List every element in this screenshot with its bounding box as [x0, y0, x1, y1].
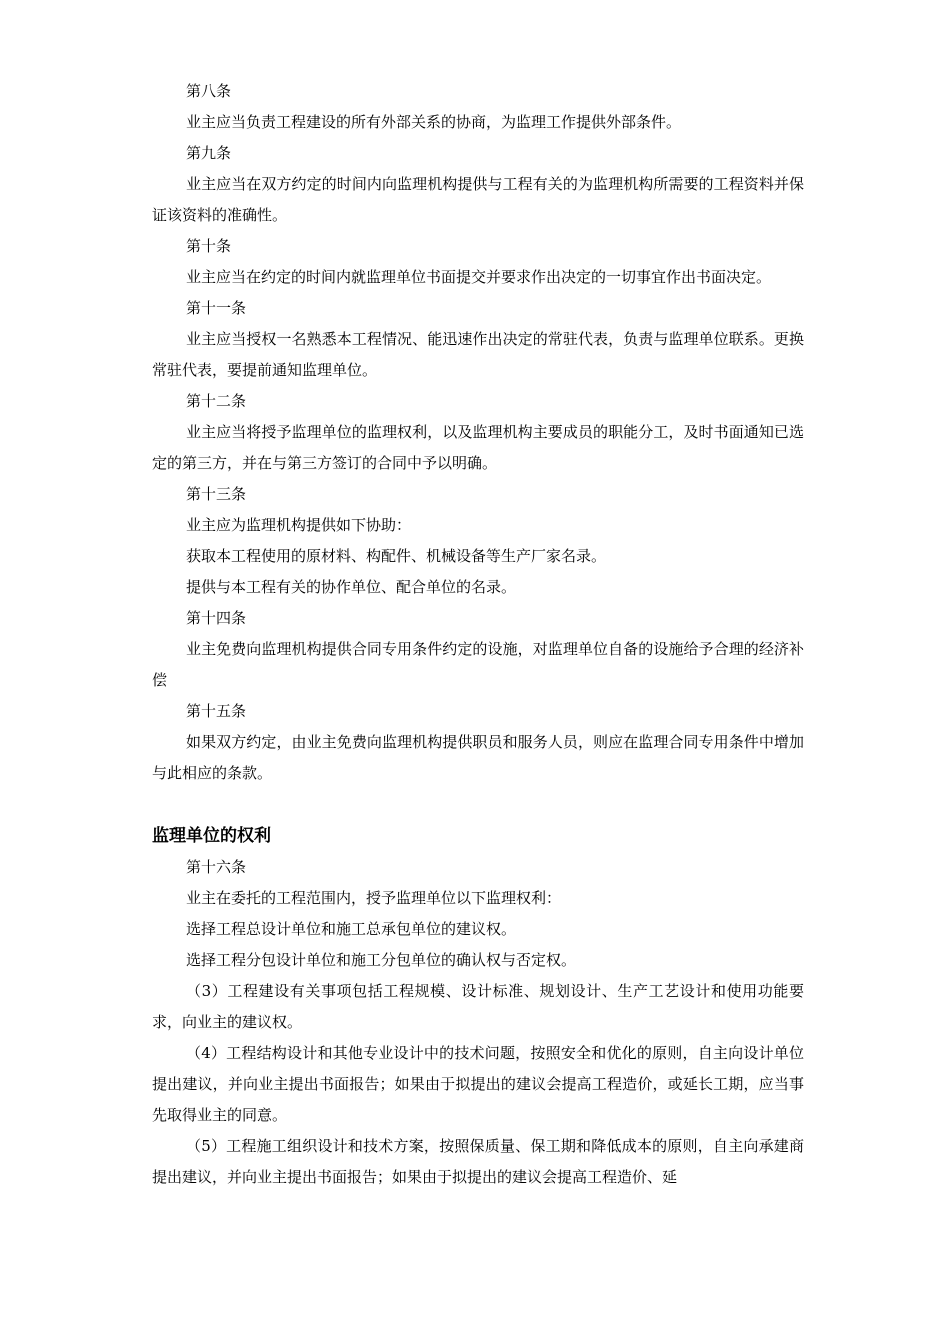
article-number: 第八条: [186, 82, 232, 100]
paragraph: （4）工程结构设计和其他专业设计中的技术问题，按照安全和优化的原则，自主向设计单位提出建议，并向业主提出书面报告；如果由于拟提出的建议会提高工程造价，或延长工期，应当事先取得业主的同意。: [152, 1044, 804, 1124]
paragraph: （5）工程施工组织设计和技术方案，按照保质量、保工期和降低成本的原则，自主向承建商提出建议，并向业主提出书面报告；如果由于拟提出的建议会提高工程造价、延: [152, 1137, 804, 1186]
article-number: 第十条: [186, 237, 232, 255]
document-page: [152, 76, 804, 1193]
paragraph: 业主应当将授予监理单位的监理权利，以及监理机构主要成员的职能分工，及时书面通知已选定的第三方，并在与第三方签订的合同中予以明确。: [152, 423, 804, 472]
paragraph: 选择工程总设计单位和施工总承包单位的建议权。: [186, 920, 517, 938]
article-number: 第十六条: [186, 858, 247, 876]
paragraph: 提供与本工程有关的协作单位、配合单位的名录。: [186, 578, 517, 596]
paragraph: 业主免费向监理机构提供合同专用条件约定的设施，对监理单位自备的设施给予合理的经济补偿: [152, 640, 804, 689]
paragraph: 业主应为监理机构提供如下协助：: [186, 516, 412, 534]
article-number: 第九条: [186, 144, 232, 162]
article-number: 第十三条: [186, 485, 247, 503]
article-number: 第十二条: [186, 392, 247, 410]
paragraph: 选择工程分包设计单位和施工分包单位的确认权与否定权。: [186, 951, 577, 969]
paragraph: 获取本工程使用的原材料、构配件、机械设备等生产厂家名录。: [186, 547, 607, 565]
owner-obligations-section: [152, 76, 804, 789]
article-number: 第十一条: [186, 299, 247, 317]
paragraph: 业主应当在双方约定的时间内向监理机构提供与工程有关的为监理机构所需要的工程资料并保证该资料的准确性。: [152, 175, 804, 224]
supervisor-rights-section: [152, 852, 804, 1193]
paragraph: 业主应当负责工程建设的所有外部关系的协商，为监理工作提供外部条件。: [186, 113, 682, 131]
paragraph: 业主应当授权一名熟悉本工程情况、能迅速作出决定的常驻代表，负责与监理单位联系。更换常驻代表，要提前通知监理单位。: [152, 330, 804, 379]
paragraph: 如果双方约定，由业主免费向监理机构提供职员和服务人员，则应在监理合同专用条件中增加与此相应的条款。: [152, 733, 804, 782]
paragraph: （3）工程建设有关事项包括工程规模、设计标准、规划设计、生产工艺设计和使用功能要求，向业主的建议权。: [152, 982, 804, 1031]
section-heading: 监理单位的权利: [152, 826, 271, 846]
paragraph: 业主在委托的工程范围内，授予监理单位以下监理权利：: [186, 889, 562, 907]
article-number: 第十四条: [186, 609, 247, 627]
paragraph: 业主应当在约定的时间内就监理单位书面提交并要求作出决定的一切事宜作出书面决定。: [186, 268, 772, 286]
article-number: 第十五条: [186, 702, 247, 720]
